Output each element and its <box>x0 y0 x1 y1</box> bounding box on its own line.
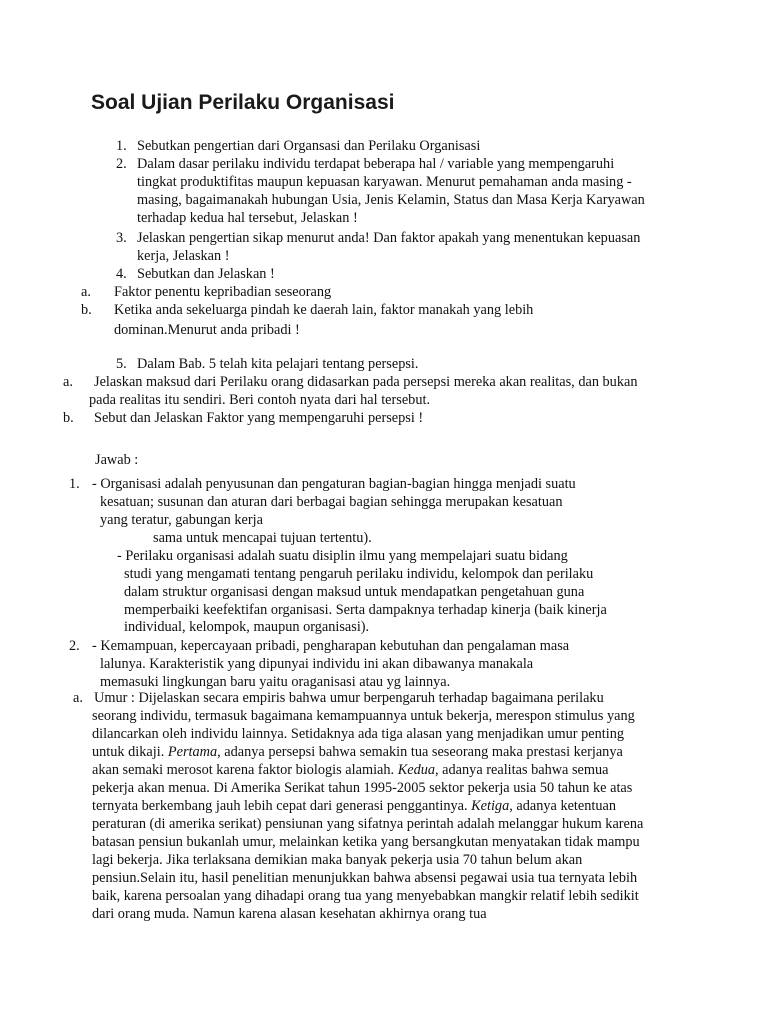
answers-heading: Jawab : <box>95 452 139 468</box>
question-4a-label: a. <box>81 284 91 300</box>
question-5a-text: pada realitas itu sendiri. Beri contoh nyata dari hal tersebut. <box>89 392 431 408</box>
answer-1-text: kesatuan; susunan dan aturan dari berbagai bagian sehingga merupakan kesatuan <box>100 494 563 510</box>
question-5b-label: b. <box>63 410 74 426</box>
question-4-text: Sebutkan dan Jelaskan ! <box>137 266 275 282</box>
answer-2a-text-part: untuk dikaji. <box>92 744 168 760</box>
question-2-number: 2. <box>116 156 127 172</box>
question-1-text: Sebutkan pengertian dari Organsasi dan Perilaku Organisasi <box>137 138 481 154</box>
answer-2a-text-part: ternyata berkembang jauh lebih cepat dari generasi penggantinya. <box>92 798 472 814</box>
answer-1-text: sama untuk mencapai tujuan tertentu). <box>153 530 372 546</box>
answer-2a-text-part: , adanya ketentuan <box>509 798 617 814</box>
answer-1-text: individual, kelompok, maupun organisasi). <box>124 619 370 635</box>
answer-1-text: yang teratur, gabungan kerja <box>100 512 263 528</box>
question-2-text: terhadap kedua hal tersebut, Jelaskan ! <box>137 210 358 226</box>
question-4b-text: Ketika anda sekeluarga pindah ke daerah lain, faktor manakah yang lebih <box>114 302 534 318</box>
emphasis-pertama: Pertama <box>167 744 218 760</box>
answer-2a-text: peraturan (di amerika serikat) pensiunan yang sifatnya perintah adalah melanggar hukum karena <box>92 816 644 832</box>
question-1-number: 1. <box>116 138 127 154</box>
question-5-number: 5. <box>116 356 127 372</box>
answer-2a-text: dilancarkan oleh individu lainnya. Setidaknya ada tiga alasan yang menjadikan umur penting <box>92 726 625 742</box>
answer-2a-text: seorang individu, termasuk bagaimana kemampuannya untuk bekerja, merespon stimulus yang <box>92 708 635 724</box>
question-3-number: 3. <box>116 230 127 246</box>
answer-2a-text: lagi bekerja. Jika terlaksana demikian maka banyak pekerja usia 70 tahun belum akan <box>92 852 583 868</box>
answer-2-number: 2. <box>69 638 80 654</box>
question-2-text: masing, bagaimanakah hubungan Usia, Jenis Kelamin, Status dan Masa Kerja Karyawan <box>137 192 645 208</box>
question-4b-text: dominan.Menurut anda pribadi ! <box>114 322 300 338</box>
answer-2a-text: dari orang muda. Namun karena alasan kesehatan akhirnya orang tua <box>92 906 487 922</box>
answer-2a-text: batasan pensiun bukanlah umur, melainkan ketika yang bersangkutan menyatakan tidak mampu <box>92 834 640 850</box>
answer-2a-text: baik, karena persoalan yang dihadapi orang tua yang menyebabkan mangkir relatif lebih sedikit <box>92 888 639 904</box>
emphasis-kedua: Kedua <box>397 762 436 778</box>
question-4a-text: Faktor penentu kepribadian seseorang <box>114 284 332 300</box>
answer-2a-text <box>92 797 616 815</box>
page-title: Soal Ujian Perilaku Organisasi <box>91 91 395 114</box>
question-5a-text: Jelaskan maksud dari Perilaku orang didasarkan pada persepsi mereka akan realitas, dan bukan <box>94 374 638 390</box>
answer-1-text: memperbaiki keefektifan organisasi. Serta dampaknya terhadap kinerja (baik kinerja <box>124 602 607 618</box>
question-4-number: 4. <box>116 266 127 282</box>
question-5a-label: a. <box>63 374 73 390</box>
answer-2a-text: pensiun.Selain itu, hasil penelitian menunjukkan bahwa absensi pegawai usia tua ternyata lebih <box>92 870 638 886</box>
answer-1-text: studi yang mengamati tentang pengaruh perilaku individu, kelompok dan perilaku <box>124 566 594 582</box>
answer-2a-label: a. <box>73 690 83 706</box>
answer-2-text: - Kemampuan, kepercayaan pribadi, pengharapan kebutuhan dan pengalaman masa <box>92 638 570 654</box>
answer-2a-text <box>92 761 609 779</box>
answer-2-text: lalunya. Karakteristik yang dipunyai individu ini akan dibawanya manakala <box>100 656 534 672</box>
answer-2a-text-part: , adanya realitas bahwa semua <box>435 762 609 778</box>
question-4b-label: b. <box>81 302 92 318</box>
question-5b-text: Sebut dan Jelaskan Faktor yang mempengaruhi persepsi ! <box>94 410 424 426</box>
question-2-text: Dalam dasar perilaku individu terdapat beberapa hal / variable yang mempengaruhi <box>137 156 615 172</box>
question-2-text: tingkat produktifitas maupun kepuasan karyawan. Menurut pemahaman anda masing - <box>137 174 632 190</box>
question-5-text: Dalam Bab. 5 telah kita pelajari tentang persepsi. <box>137 356 419 372</box>
answer-2a-text: pekerja akan menua. Di Amerika Serikat tahun 1995-2005 sektor pekerja usia 50 tahun ke atas <box>92 780 633 796</box>
answer-2a-text-part: , adanya persepsi bahwa semakin tua seseorang maka prestasi kerjanya <box>217 744 623 760</box>
answer-1-text: - Perilaku organisasi adalah suatu disiplin ilmu yang mempelajari suatu bidang <box>117 548 568 564</box>
answer-1-number: 1. <box>69 476 80 492</box>
answer-2a-text: Umur : Dijelaskan secara empiris bahwa umur berpengaruh terhadap bagaimana perilaku <box>94 690 604 706</box>
answer-2a-text <box>92 743 623 761</box>
answer-1-text: - Organisasi adalah penyusunan dan pengaturan bagian-bagian hingga menjadi suatu <box>92 476 576 492</box>
question-3-text: Jelaskan pengertian sikap menurut anda! Dan faktor apakah yang menentukan kepuasan <box>137 230 641 246</box>
answer-2-text: memasuki lingkungan baru yaitu oraganisasi atau yg lainnya. <box>100 674 451 690</box>
question-3-text: kerja, Jelaskan ! <box>137 248 230 264</box>
answer-2a-text-part: akan semaki merosot karena faktor biologis alamiah. <box>92 762 398 778</box>
emphasis-ketiga: Ketiga <box>471 798 510 814</box>
answer-1-text: dalam struktur organisasi dengan maksud untuk mendapatkan pengetahuan guna <box>124 584 585 600</box>
